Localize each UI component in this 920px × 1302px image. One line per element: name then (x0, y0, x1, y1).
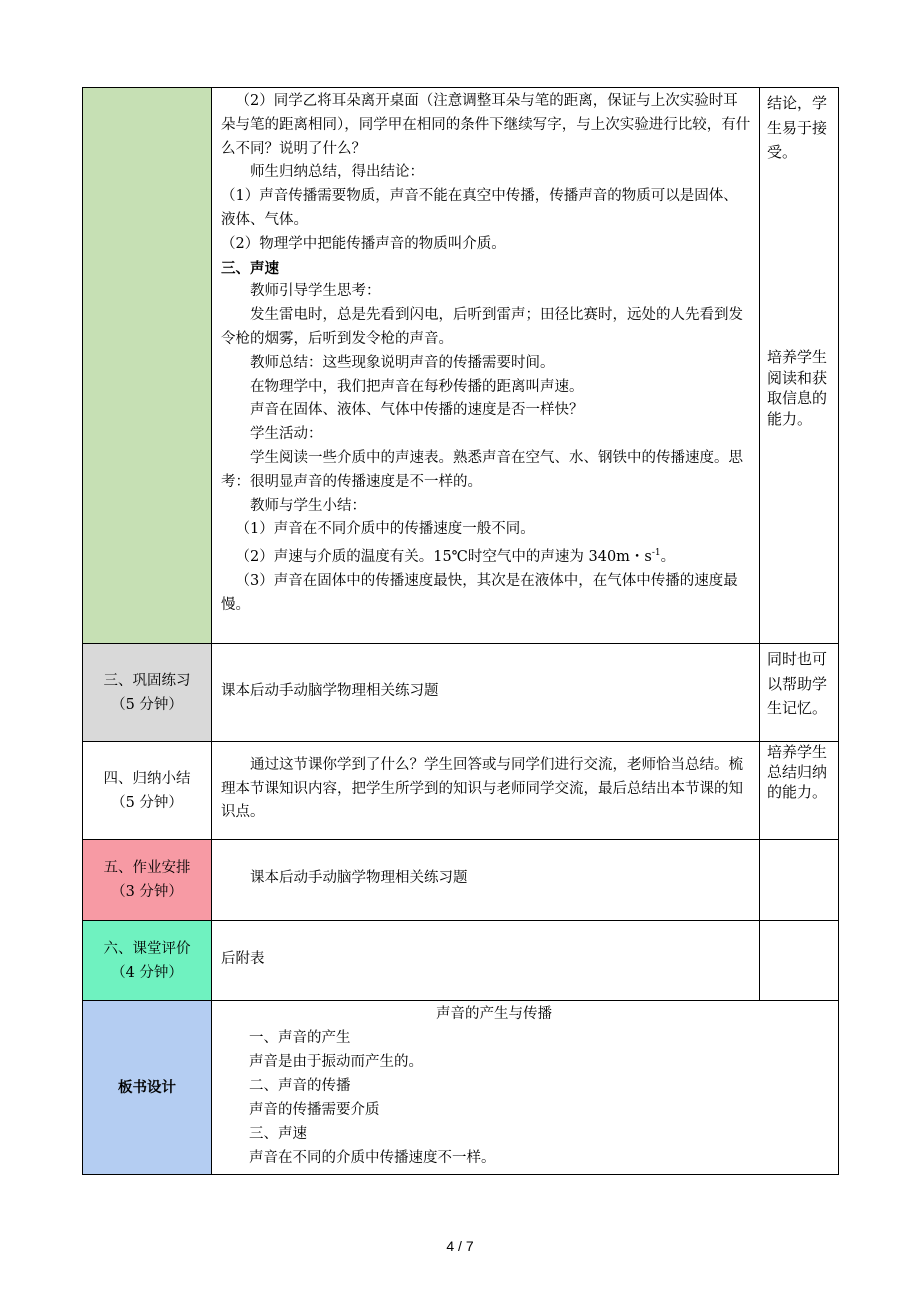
content-cell (212, 840, 760, 921)
content-line: 教师总结：这些现象说明声音的传播需要时间。 (250, 354, 555, 371)
table-row-continuation (83, 88, 839, 644)
content-line: （1）声音在不同介质中的传播速度一般不同。 (235, 521, 535, 538)
note-cell: 同时也可以帮助学生记忆。 (760, 644, 839, 742)
content-line: （3）声音在固体中的传播速度最快，其次是在液体中，在气体中传播的速度最慢。 (221, 572, 738, 613)
stage-time: （5 分钟） (111, 696, 183, 713)
content-line-speed (221, 542, 751, 570)
table-row-board (83, 1001, 839, 1175)
board-line: 一、声音的产生 (249, 1030, 351, 1046)
content-cell (212, 88, 760, 644)
content-line: 师生归纳总结，得出结论： (250, 164, 424, 181)
board-line: 声音是由于振动而产生的。 (249, 1054, 423, 1070)
page-number: 4 / 7 (446, 1238, 474, 1254)
board-label: 板书设计 (83, 1001, 212, 1175)
note-text: 培养学生阅读和获取信息的能力。 (767, 348, 828, 428)
content-line: 在物理学中，我们把声音在每秒传播的距离叫声速。 (250, 378, 584, 395)
board-line: 声音的传播需要介质 (249, 1102, 380, 1118)
stage-label: 六、课堂评价 (103, 940, 191, 957)
stage-label: 四、归纳小结 (103, 770, 191, 787)
content-line: （2）物理学中把能传播声音的物质叫介质。 (221, 235, 506, 252)
content-line: 声音在固体、液体、气体中传播的速度是否一样快？ (250, 402, 584, 419)
table-row-homework (83, 840, 839, 921)
content-line: 通过这节课你学到了什么？学生回答或与同学们进行交流，老师恰当总结。梳理本节课知识内容，把学生所学到的知识与老师同学交流，最后总结出本节课的知识点。 (221, 756, 743, 821)
note-text: 结论，学生易于接受。 (767, 94, 828, 161)
content-cell (212, 921, 760, 1001)
content-line: （1）声音传播需要物质，声音不能在真空中传播，传播声音的物质可以是固体、液体、气体。 (221, 188, 738, 228)
note-cell-empty (760, 840, 839, 921)
table-row-practice (83, 644, 839, 742)
stage-cell-empty (83, 88, 212, 644)
table-row-summary (83, 742, 839, 840)
stage-label: 五、作业安排 (103, 860, 191, 876)
speed-period: 。 (660, 548, 676, 565)
board-line: 二、声音的传播 (249, 1078, 351, 1094)
content-line: 教师与学生小结： (250, 497, 366, 514)
content-line: 教师引导学生思考： (250, 283, 381, 300)
table-row-evaluation (83, 921, 839, 1001)
stage-time: （5 分钟） (111, 794, 183, 811)
board-line: 三、声速 (249, 1126, 307, 1142)
content-line: 发生雷电时，总是先看到闪电，后听到雷声；田径比赛时，远处的人先看到发令枪的烟雾，后听到发令枪的声音。 (221, 307, 743, 347)
content-line: 学生活动： (250, 426, 323, 443)
stage-cell (83, 742, 212, 840)
board-content (212, 1001, 839, 1175)
note-cell (760, 88, 839, 644)
content-line: （2）同学乙将耳朵离开桌面（注意调整耳朵与笔的距离，保证与上次实验时耳朵与笔的距离相同），同学甲在相同的条件下继续写字，与上次实验进行比较，有什么不同？说明了什么？ (221, 93, 751, 157)
stage-time: （4 分钟） (111, 964, 183, 981)
note-cell-empty (760, 921, 839, 1001)
content-line: 后附表 (221, 950, 265, 967)
content-line: 学生阅读一些介质中的声速表。熟悉声音在空气、水、钢铁中的传播速度。思考：很明显声音的传播速度是不一样的。 (221, 449, 743, 490)
content-cell (212, 644, 760, 742)
board-line: 声音在不同的介质中传播速度不一样。 (249, 1150, 496, 1166)
speed-exponent: -1 (651, 548, 661, 559)
stage-time: （3 分钟） (111, 884, 183, 900)
speed-text: （2）声速与介质的温度有关。15℃时空气中的声速为 340m・s (235, 548, 652, 565)
content-line: 课本后动手动脑学物理相关练习题 (221, 682, 439, 699)
stage-cell (83, 921, 212, 1001)
stage-cell (83, 644, 212, 742)
stage-cell (83, 840, 212, 921)
board-title: 声音的产生与传播 (436, 1006, 552, 1022)
stage-label: 三、巩固练习 (103, 672, 191, 689)
content-cell (212, 742, 760, 840)
content-line: 课本后动手动脑学物理相关练习题 (250, 870, 468, 887)
section-heading: 三、声速 (221, 259, 279, 277)
lesson-plan-table (82, 87, 839, 1175)
note-cell: 培养学生总结归纳的能力。 (760, 742, 839, 840)
